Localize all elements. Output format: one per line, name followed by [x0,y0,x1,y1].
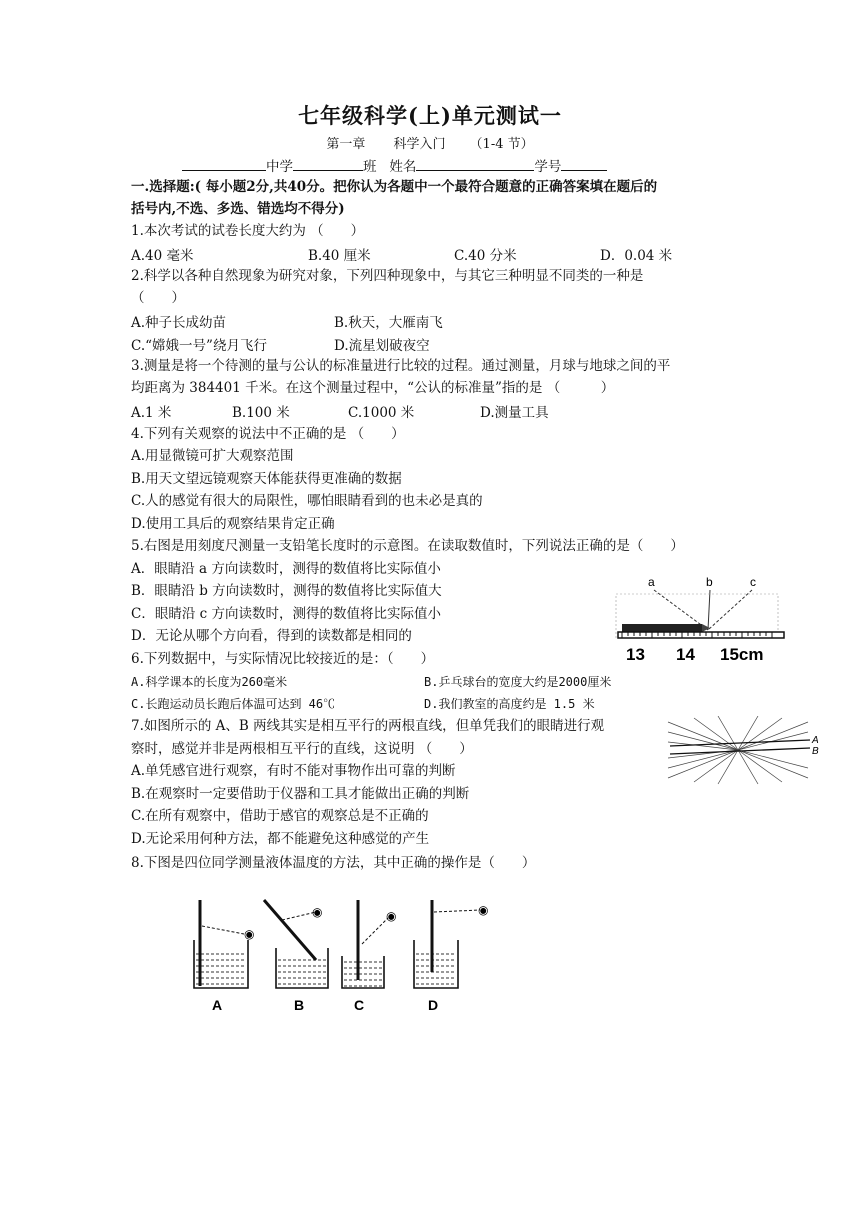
q2-option-b[interactable]: B.秋天，大雁南飞 [334,315,443,331]
class-label: 班 [363,159,377,175]
q3-option-a[interactable]: A.1 米 [131,405,172,421]
sight-line-b [708,590,710,630]
beaker-b [264,900,328,988]
chapter-subtitle [0,133,860,152]
beaker-label-b: B [294,997,305,1013]
q1-option-d[interactable]: D．0.04 米 [600,248,673,264]
q1-stem: 1.本次考试的试卷长度大约为 （ ） [131,223,365,239]
ruler-pencil-figure [612,572,792,664]
id-label: 学号 [534,159,562,175]
line-a-label: A [812,735,819,746]
q3-option-c[interactable]: C.1000 米 [348,405,415,421]
page-title: 七年级科学(上)单元测试一 [298,103,562,128]
sight-line-c-label: c [750,575,756,589]
eye-c-icon: ◉ [386,909,397,923]
student-info-line [182,155,607,175]
parallel-lines-illusion-figure [664,716,824,786]
beaker-label-d: D [428,997,439,1013]
thermometer-methods-figure [188,896,498,1016]
sight-line-b-label: b [706,575,713,589]
school-label: 中学 [266,159,293,175]
q6-option-a[interactable]: A.科学课本的长度为260毫米 [131,675,288,689]
beaker-label-c: C [354,997,365,1013]
q2-stem-line2: （ ） [131,290,185,306]
section-heading-line2: 括号内,不选、多选、错选均不得分) [131,201,345,217]
q5-option-b[interactable]: B．眼睛沿 b 方向读数时，测得的数值将比实际值大 [131,583,442,599]
radiating-lines [668,716,808,784]
ruler-label-15cm: 15cm [720,645,764,664]
eye-d-icon: ◉ [478,903,489,917]
ruler-label-14: 14 [676,645,695,664]
line-a [670,740,810,746]
q4-option-c[interactable]: C.人的感觉有很大的局限性，哪怕眼睛看到的也未必是真的 [131,493,483,509]
beaker-d [414,900,488,988]
q1-option-c[interactable]: C.40 分米 [454,248,517,264]
eye-a-icon: ◉ [244,927,255,941]
q7-stem-line2: 察时，感觉并非是两根相互平行的直线，这说明 （ ） [131,741,473,757]
q7-stem-line1: 7.如图所示的 A、B 两线其实是相互平行的两根直线，但单凭我们的眼睛进行观 [131,718,605,734]
q2-stem-line1: 2.科学以各种自然现象为研究对象，下列四种现象中，与其它三种明显不同类的一种是 [131,268,644,284]
pencil-tip [702,624,710,632]
q4-stem: 4.下列有关观察的说法中不正确的是 （ ） [131,426,405,442]
q3-option-b[interactable]: B.100 米 [232,405,290,421]
pencil-body [622,624,702,632]
q3-option-d[interactable]: D.测量工具 [480,405,549,421]
q7-option-a[interactable]: A.单凭感官进行观察，有时不能对事物作出可靠的判断 [131,763,456,779]
q6-option-c[interactable]: C.长跑运动员长跑后体温可达到 46℃ [131,697,336,711]
q4-option-b[interactable]: B.用天文望远镜观察天体能获得更准确的数据 [131,471,402,487]
line-b-label: B [812,746,819,757]
q2-option-a[interactable]: A.种子长成幼苗 [131,315,227,331]
q6-option-d[interactable]: D.我们教室的高度约是 1.5 米 [424,697,595,711]
q3-stem-line1: 3.测量是将一个待测的量与公认的标准量进行比较的过程。通过测量，月球与地球之间的平 [131,358,671,374]
q4-option-d[interactable]: D.使用工具后的观察结果肯定正确 [131,516,335,532]
q5-stem: 5.右图是用刻度尺测量一支铅笔长度时的示意图。在读取数值时，下列说法正确的是（ ） [131,538,684,554]
section-heading-line1: 一.选择题:( 每小题2分,共40分。把你认为各题中一个最符合题意的正确答案填在题后的 [131,179,658,195]
q5-option-a[interactable]: A．眼睛沿 a 方向读数时，测得的数值将比实际值小 [131,561,441,577]
q7-option-d[interactable]: D.无论采用何种方法，都不能避免这种感觉的产生 [131,831,430,847]
q3-stem-line2: 均距离为 384401 千米。在这个测量过程中，“公认的标准量”指的是 （ ） [131,380,615,396]
q8-stem: 8.下图是四位同学测量液体温度的方法，其中正确的操作是（ ） [131,855,536,871]
ruler-body [618,632,784,638]
ruler-label-13: 13 [626,645,645,664]
q2-option-d[interactable]: D.流星划破夜空 [334,338,430,354]
id-blank[interactable] [561,155,607,171]
q6-option-b[interactable]: B.乒乓球台的宽度大约是2000厘米 [424,675,612,689]
chapter-name: 科学入门 [393,137,446,152]
eye-b-icon: ◉ [312,905,323,919]
q1-option-b[interactable]: B.40 厘米 [308,248,371,264]
q7-option-b[interactable]: B.在观察时一定要借助于仪器和工具才能做出正确的判断 [131,786,470,802]
beaker-c [342,900,396,988]
school-blank[interactable] [182,155,266,171]
class-blank[interactable] [293,155,363,171]
name-blank[interactable] [416,155,534,171]
q5-option-c[interactable]: C．眼睛沿 c 方向读数时，测得的数值将比实际值小 [131,606,441,622]
q6-stem: 6.下列数据中，与实际情况比较接近的是：（ ） [131,651,435,667]
beaker-a [194,900,254,988]
thermometer-b [264,900,316,960]
sight-line-c [708,590,752,630]
sight-line-a-label: a [648,575,655,589]
q4-option-a[interactable]: A.用显微镜可扩大观察范围 [131,448,294,464]
q2-option-c[interactable]: C.“嫦娥一号”绕月飞行 [131,338,267,354]
q1-option-a[interactable]: A.40 毫米 [131,248,194,264]
beaker-label-a: A [212,997,223,1013]
chapter-number: 第一章 [326,137,366,152]
chapter-sections: （1-4 节） [469,137,534,152]
q7-option-c[interactable]: C.在所有观察中，借助于感官的观察总是不正确的 [131,808,429,824]
q5-option-d[interactable]: D．无论从哪个方向看，得到的读数都是相同的 [131,628,412,644]
name-label: 姓名 [389,159,417,175]
